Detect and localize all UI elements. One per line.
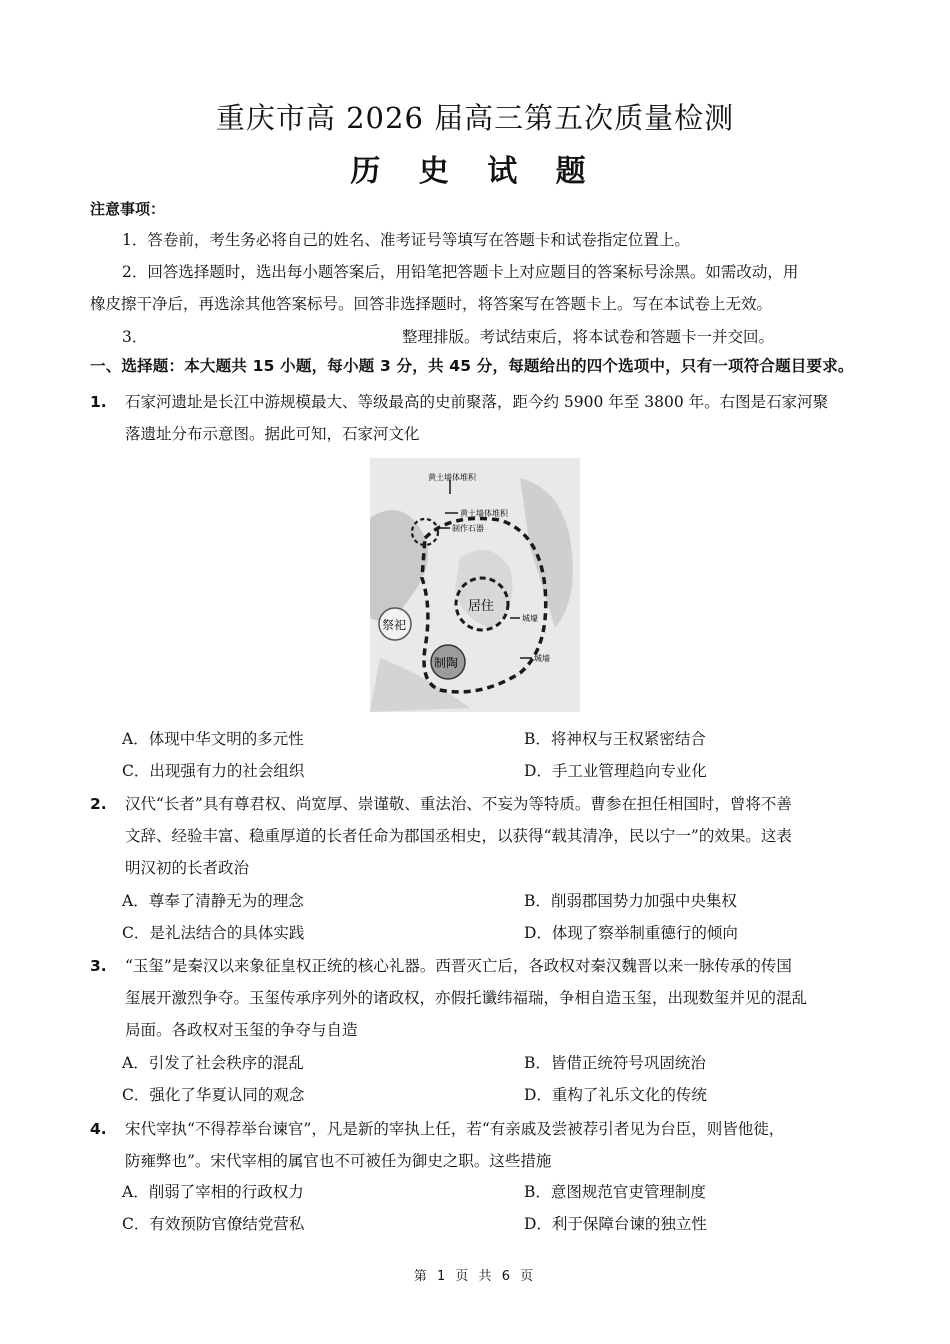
stem-line: 玺展开激烈争夺。玉玺传承序列外的诸政权，亦假托谶纬福瑞，争相自造玉玺，出现数玺并见的混乱	[125, 989, 808, 1007]
option-a: A．削弱了宰相的行政权力	[122, 1183, 304, 1201]
option-d: D．利于保障台谏的独立性	[524, 1215, 707, 1233]
option-c: C．出现强有力的社会组织	[122, 762, 305, 780]
map-label-stone: 制作石器	[452, 524, 484, 533]
section-heading: 一、选择题：本大题共 15 小题，每小题 3 分，共 45 分，每题给出的四个选项中，只有一项符合题目要求。	[90, 357, 854, 375]
map-label-wall1: 黄土墙体堆积	[428, 473, 476, 482]
map-label-living: 居住	[468, 599, 495, 614]
question-stem	[125, 386, 865, 450]
question-number: 1.	[90, 393, 107, 411]
stem-line: 宋代宰执“不得荐举台谏官”，凡是新的宰执上任，若“有亲戚及尝被荐引者见为台臣，则皆他徙，	[125, 1120, 785, 1138]
notes-heading: 注意事项：	[90, 200, 166, 218]
stem-line: 防雍弊也”。宋代宰相的属官也不可被任为御史之职。这些措施	[125, 1152, 552, 1170]
stem-line: 汉代“长者”具有尊君权、尚宽厚、崇谨敬、重法治、不妄为等特质。曹参在担任相国时，曾将不善	[125, 795, 792, 813]
question-number: 2.	[90, 795, 107, 813]
option-c: C．是礼法结合的具体实践	[122, 924, 305, 942]
map-label-ritual: 祭祀	[382, 618, 407, 632]
exam-subtitle: 历 史 试 题	[350, 154, 600, 189]
stem-line: 局面。各政权对玉玺的争夺与自造	[125, 1021, 358, 1039]
option-c: C．有效预防官僚结党营私	[122, 1215, 305, 1233]
map-label-moat2: 城墙	[534, 654, 550, 663]
stem-line: “玉玺”是秦汉以来象征皇权正统的核心礼器。西晋灭亡后，各政权对秦汉魏晋以来一脉传承的传国	[125, 957, 792, 975]
note-item: 整理排版。考试结束后，将本试卷和答题卡一并交回。	[402, 328, 775, 346]
question-stem	[125, 950, 865, 1046]
question-number: 4.	[90, 1120, 107, 1138]
option-a: A．体现中华文明的多元性	[122, 730, 304, 748]
option-a: A．引发了社会秩序的混乱	[122, 1054, 304, 1072]
exam-title: 重庆市高 2026 届高三第五次质量检测	[215, 101, 735, 135]
stem-line: 文辞、经验丰富、稳重厚道的长者任命为郡国丞相史，以获得“载其清净，民以宁一”的效果。这表	[125, 827, 792, 845]
option-b: B．将神权与王权紧密结合	[524, 730, 706, 748]
option-d: D．重构了礼乐文化的传统	[524, 1086, 707, 1104]
option-b: B．皆借正统符号巩固统治	[524, 1054, 706, 1072]
question-stem	[125, 1113, 865, 1177]
map-label-pottery: 制陶	[434, 656, 459, 670]
note-item: 1．答卷前，考生务必将自己的姓名、准考证号等填写在答题卡和试卷指定位置上。	[122, 231, 690, 249]
note-item: 橡皮擦干净后，再选涂其他答案标号。回答非选择题时，将答案写在答题卡上。写在本试卷上无效。	[90, 295, 773, 313]
note-item: 3．	[122, 328, 148, 346]
option-d: D．手工业管理趋向专业化	[524, 762, 707, 780]
question-number: 3.	[90, 957, 107, 975]
stem-line: 石家河遗址是长江中游规模最大、等级最高的史前聚落，距今约 5900 年至 3800 年。右图是石家河聚	[125, 393, 829, 411]
map-label-wall2: 黄土墙体堆积	[460, 509, 508, 518]
settlement-map-figure	[370, 458, 580, 712]
option-b: B．削弱郡国势力加强中央集权	[524, 892, 737, 910]
option-b: B．意图规范官吏管理制度	[524, 1183, 706, 1201]
stem-line: 明汉初的长者政治	[125, 859, 250, 877]
settlement-map	[370, 458, 580, 712]
note-item: 2．回答选择题时，选出每小题答案后，用铅笔把答题卡上对应题目的答案标号涂黑。如需改动，用	[122, 263, 799, 281]
option-c: C．强化了华夏认同的观念	[122, 1086, 305, 1104]
question-stem	[125, 788, 865, 884]
map-label-moat1: 城壕	[522, 614, 538, 623]
stem-line: 落遗址分布示意图。据此可知，石家河文化	[125, 425, 420, 443]
option-d: D．体现了察举制重德行的倾向	[524, 924, 738, 942]
option-a: A．尊奉了清静无为的理念	[122, 892, 304, 910]
page-footer: 第 1 页 共 6 页	[413, 1269, 537, 1284]
